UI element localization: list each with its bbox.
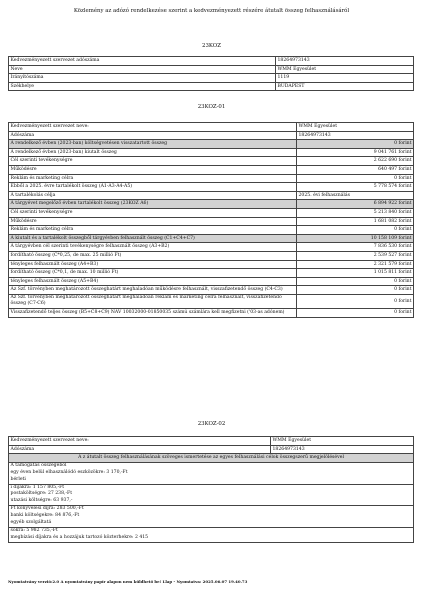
section-01-row [9,208,414,217]
row-value: 2 321 579 forint [297,260,414,269]
description-cell [9,462,414,484]
section-01-row [9,123,414,132]
org-label: Székhelye [9,82,276,91]
row-label: Adószáma [9,131,297,140]
section-01-row [9,191,414,200]
description-block [9,506,414,528]
row-value: 640 497 forint [297,165,414,174]
description-block [9,462,414,484]
section-01-row [9,251,414,260]
description-line: i díjakra: 1 157 805,-Ft [10,484,65,490]
description-cell [9,484,414,506]
row-label: Az Szf. törvényben meghatározott összeghatárt meghaladóan reklám és marketing célra felhasznált, visszafizetendő összeg (C7-C6) [9,294,297,308]
row-value: 5 778 574 forint [297,183,414,192]
row-label: Kedvezményezett szervezet neve: [9,123,297,132]
description-line: egyéb szolgáltatá [10,520,52,526]
description-line: Ft könyvelési díjra: 283 500,-Ft [10,506,84,512]
row-value: 2025. évi felhasználás [297,191,414,200]
row-label: A kiutalt és a tartalékolt összegből tárgyévben felhasznált összeg (C1+C4+C7) [9,234,297,243]
row-value: 6 894 922 forint [297,200,414,209]
row-label: Cél szerinti tevékenységre [9,157,297,166]
description-block [9,484,414,506]
org-label: Kedvezményezett szervezet adószáma [9,57,276,66]
row-label: Adószáma [9,445,271,454]
row-value: 0 forint [297,277,414,286]
row-label: Visszafizetendő teljes összeg (B5+C8+C9) NAV 10032000-01850035 számú számlára kell megfizetni ('03-as adónem) [9,309,297,318]
description-cell [9,527,414,542]
description-header: A z átutalt összeg felhasználásának szöveges ismertetése az egyes felhasználási célok összegszerű megjelölésével [9,454,414,463]
row-label: Ebből a 2025. évre tartalékolt összeg (A1-A3-A4-A5) [9,183,297,192]
org-row [9,82,414,91]
row-value: WMM Egyesület [271,437,414,446]
org-row [9,74,414,83]
org-value: 1119 [276,74,414,83]
org-value: WMM Egyesület [276,65,414,74]
row-label: A tárgyévben cél szerinti tevékenységre felhasznált összeg (A3+B2) [9,243,297,252]
row-value: 7 836 530 forint [297,243,414,252]
row-value: WMM Egyesület [297,123,414,132]
footer-note: Nyomtatvány verzió:2.0 A nyomtatvány papír alapon nem küldhető be! Llap - Nyomtatva: 2025.06.07 19.40.73 [8,579,248,584]
section-01-row [9,277,414,286]
row-label: A rendelkező évben (2023-ban) költségvetésen visszatartott összeg [9,140,297,149]
row-value: 1 015 811 forint [297,269,414,278]
row-value: 0 forint [297,309,414,318]
row-label: tényleges felhasznált összeg (A5+B4) [9,277,297,286]
description-line: postaköltségre: 27 238,-Ft [10,491,73,497]
row-label: A rendelkező évben (2023-ban) kiutalt összeg [9,148,297,157]
row-label: Reklám és marketing célra [9,226,297,235]
section-01-row [9,174,414,183]
org-label: Irányítószáma [9,74,276,83]
section-01-row [9,243,414,252]
section-01-row [9,269,414,278]
section-01-row [9,131,414,140]
row-label: A tartalékolás célja [9,191,297,200]
row-label: tényleges felhasznált összeg (A4+B3) [9,260,297,269]
row-value: 0 forint [297,140,414,149]
row-value: 18264973143 [297,131,414,140]
row-value: 10 158 109 forint [297,234,414,243]
section-01-row [9,157,414,166]
section-01-row [9,294,414,308]
description-line: egy éven belül elhasználódó eszközökre: 3 170,-Ft [10,469,128,475]
section-01-row [9,309,414,318]
row-label: Működésre [9,217,297,226]
description-line: A támogatás összegéből [10,462,67,468]
row-value: 2 622 690 forint [297,157,414,166]
section-02-row [9,437,414,446]
row-value: 0 forint [297,286,414,295]
row-label: A tárgyévet megelőző évben tartalékolt összeg (23KOZ A6) [9,200,297,209]
section-01-row [9,140,414,149]
description-line: banki költségekre: 84 876,-Ft [10,513,80,519]
section-01-table [8,122,414,318]
section-01-row [9,148,414,157]
section-01-row [9,200,414,209]
row-label: Az Szf. törvényben meghatározott összeghatárt meghaladóan működésre felhasznált, visszafizetendő összeg (C4-C3) [9,286,297,295]
org-label: Neve [9,65,276,74]
row-label: Működésre [9,165,297,174]
row-value: 2 539 527 forint [297,251,414,260]
page-title: Közlemény az adózó rendelkezése szerint a kedvezményezett részére átutalt összeg felhasználásáról [73,8,350,14]
org-value: BUDAPEST [276,82,414,91]
row-value: 0 forint [297,174,414,183]
row-value: 0 forint [297,226,414,235]
section-02-table [8,436,414,543]
description-line: megbízási díjakra és a hozzájuk tartozó közterhekre: 2 415 [10,534,149,540]
section-02-title: 23KOZ-02 [197,421,226,427]
description-line: sokra: 5 982 735,-Ft [10,527,58,533]
section-01-row [9,183,414,192]
row-label: fordítható összeg (C*0,1, de max. 10 millió Ft) [9,269,297,278]
description-line: utazási költségre: 63 937,- [10,498,73,504]
row-label: Reklám és marketing célra [9,174,297,183]
org-row [9,57,414,66]
row-value: 9 041 761 forint [297,148,414,157]
section-01-row [9,286,414,295]
description-block [9,527,414,542]
row-value: 5 213 840 forint [297,208,414,217]
row-value: 1 681 082 forint [297,217,414,226]
org-row [9,65,414,74]
section-01-row [9,234,414,243]
organization-table [8,56,414,91]
section-01-title: 23KOZ-01 [197,104,226,110]
row-value: 18264973143 [271,445,414,454]
row-label: Cél szerinti tevékenységre [9,208,297,217]
section-02-row [9,445,414,454]
org-value: 18264973143 [276,57,414,66]
section-01-row [9,165,414,174]
row-label: fordítható összeg (C*0,25, de max. 25 millió Ft) [9,251,297,260]
section-01-row [9,226,414,235]
row-value: 0 forint [297,294,414,308]
section-01-row [9,260,414,269]
section-01-row [9,217,414,226]
description-cell [9,506,414,528]
form-code: 23KOZ [202,43,221,49]
description-line: bérleti [10,476,26,482]
row-label: Kedvezményezett szervezet neve: [9,437,271,446]
description-header-row [9,454,414,463]
